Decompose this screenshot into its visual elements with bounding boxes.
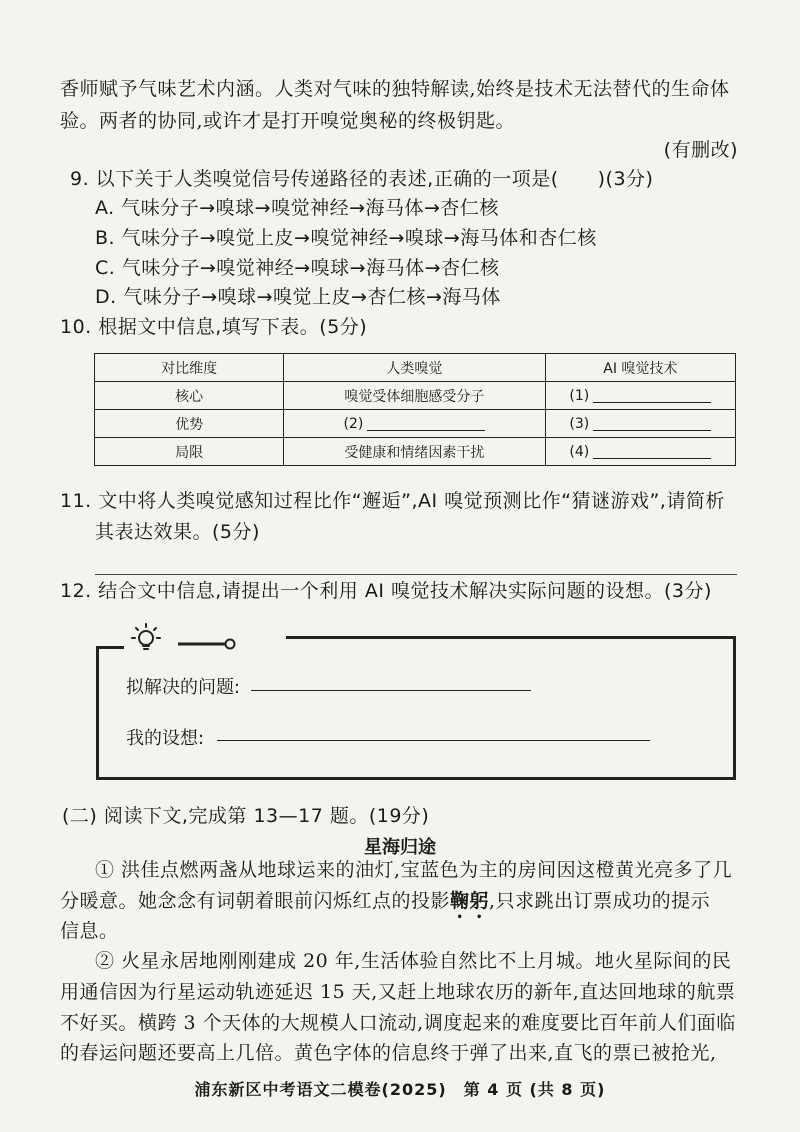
q11-line-2: 其表达效果。(5分) — [95, 521, 260, 543]
comparison-table — [94, 353, 736, 466]
table-cell-human: 受健康和情绪因素干扰 — [284, 438, 546, 466]
passage-line: 的春运问题还要高上几倍。黄色字体的信息终于弹了出来,直飞的票已被抢光, — [60, 1042, 717, 1064]
problem-input-line[interactable] — [251, 690, 531, 691]
table-header: 对比维度 — [95, 354, 284, 382]
answer-blank[interactable] — [593, 444, 711, 459]
lightbulb-icon — [128, 618, 164, 654]
answer-blank[interactable] — [593, 416, 711, 431]
idea-input-line[interactable] — [217, 740, 650, 741]
blank-number: (3) — [569, 415, 590, 432]
table-cell-ai[interactable] — [545, 410, 735, 438]
passage-line: 信息。 — [60, 920, 119, 942]
q9-stem: 9. 以下关于人类嗅觉信号传递路径的表述,正确的一项是( )(3分) — [70, 168, 654, 190]
intro-line-2: 验。两者的协同,或许才是打开嗅觉奥秘的终极钥匙。 — [60, 110, 516, 132]
key-decoration-icon — [178, 636, 236, 650]
table-header-row — [95, 354, 736, 382]
passage-line: 不好买。横跨 3 个天体的大规模人口流动,调度起来的难度要比百年前人们面临 — [60, 1012, 736, 1034]
section-heading: (二) 阅读下文,完成第 13—17 题。(19分) — [62, 805, 430, 827]
q11-answer-line[interactable] — [95, 574, 737, 575]
blank-number: (1) — [569, 387, 590, 404]
page-footer: 浦东新区中考语文二模卷(2025) 第 4 页 (共 8 页) — [194, 1080, 606, 1099]
table-cell-ai[interactable] — [545, 382, 735, 410]
q9-option-c: C. 气味分子→嗅觉神经→嗅球→海马体→杏仁核 — [95, 257, 500, 279]
passage-line: ② 火星永居地刚刚建成 20 年,生活体验自然比不上月城。地火星际间的民 — [95, 950, 732, 972]
table-row — [95, 410, 736, 438]
answer-blank[interactable] — [367, 416, 485, 431]
passage-line: 用通信因为行星运动轨迹延迟 15 天,又赶上地球农历的新年,直达回地球的航票 — [60, 981, 736, 1003]
q12-answer-frame — [96, 636, 736, 780]
q9-option-a: A. 气味分子→嗅球→嗅觉神经→海马体→杏仁核 — [95, 197, 499, 219]
q11-line-1: 11. 文中将人类嗅觉感知过程比作“邂逅”,AI 嗅觉预测比作“猜谜游戏”,请简析 — [60, 490, 725, 512]
answer-blank[interactable] — [593, 388, 711, 403]
table-header: AI 嗅觉技术 — [545, 354, 735, 382]
passage-line: ① 洪佳点燃两盏从地球运来的油灯,宝蓝色为主的房间因这橙黄光亮多了几 — [95, 859, 733, 881]
table-cell-dimension: 优势 — [95, 410, 284, 438]
table-cell-dimension: 局限 — [95, 438, 284, 466]
dotted-word: 鞠躬 — [450, 890, 490, 912]
q9-option-b: B. 气味分子→嗅觉上皮→嗅觉神经→嗅球→海马体和杏仁核 — [95, 227, 597, 249]
q9-option-d: D. 气味分子→嗅球→嗅觉上皮→杏仁核→海马体 — [95, 286, 501, 308]
table-cell-human[interactable] — [284, 410, 546, 438]
table-header: 人类嗅觉 — [284, 354, 546, 382]
intro-line-1: 香师赋予气味艺术内涵。人类对气味的独特解读,始终是技术无法替代的生命体 — [60, 78, 730, 100]
blank-number: (2) — [343, 415, 364, 432]
passage-line: 分暖意。她念念有词朝着眼前闪烁红点的投影鞠躬,只求跳出订票成功的提示 — [60, 890, 711, 912]
table-row — [95, 382, 736, 410]
idea-label: 我的设想: — [126, 728, 205, 749]
blank-number: (4) — [569, 443, 590, 460]
passage-title: 星海归途 — [364, 837, 436, 858]
source-note: (有删改) — [663, 139, 738, 161]
q10-stem: 10. 根据文中信息,填写下表。(5分) — [60, 316, 368, 338]
table-cell-ai[interactable] — [545, 438, 735, 466]
q12-stem: 12. 结合文中信息,请提出一个利用 AI 嗅觉技术解决实际问题的设想。(3分) — [60, 580, 712, 602]
table-cell-dimension: 核心 — [95, 382, 284, 410]
table-cell-human: 嗅觉受体细胞感受分子 — [284, 382, 546, 410]
problem-label: 拟解决的问题: — [126, 677, 241, 698]
table-row — [95, 438, 736, 466]
